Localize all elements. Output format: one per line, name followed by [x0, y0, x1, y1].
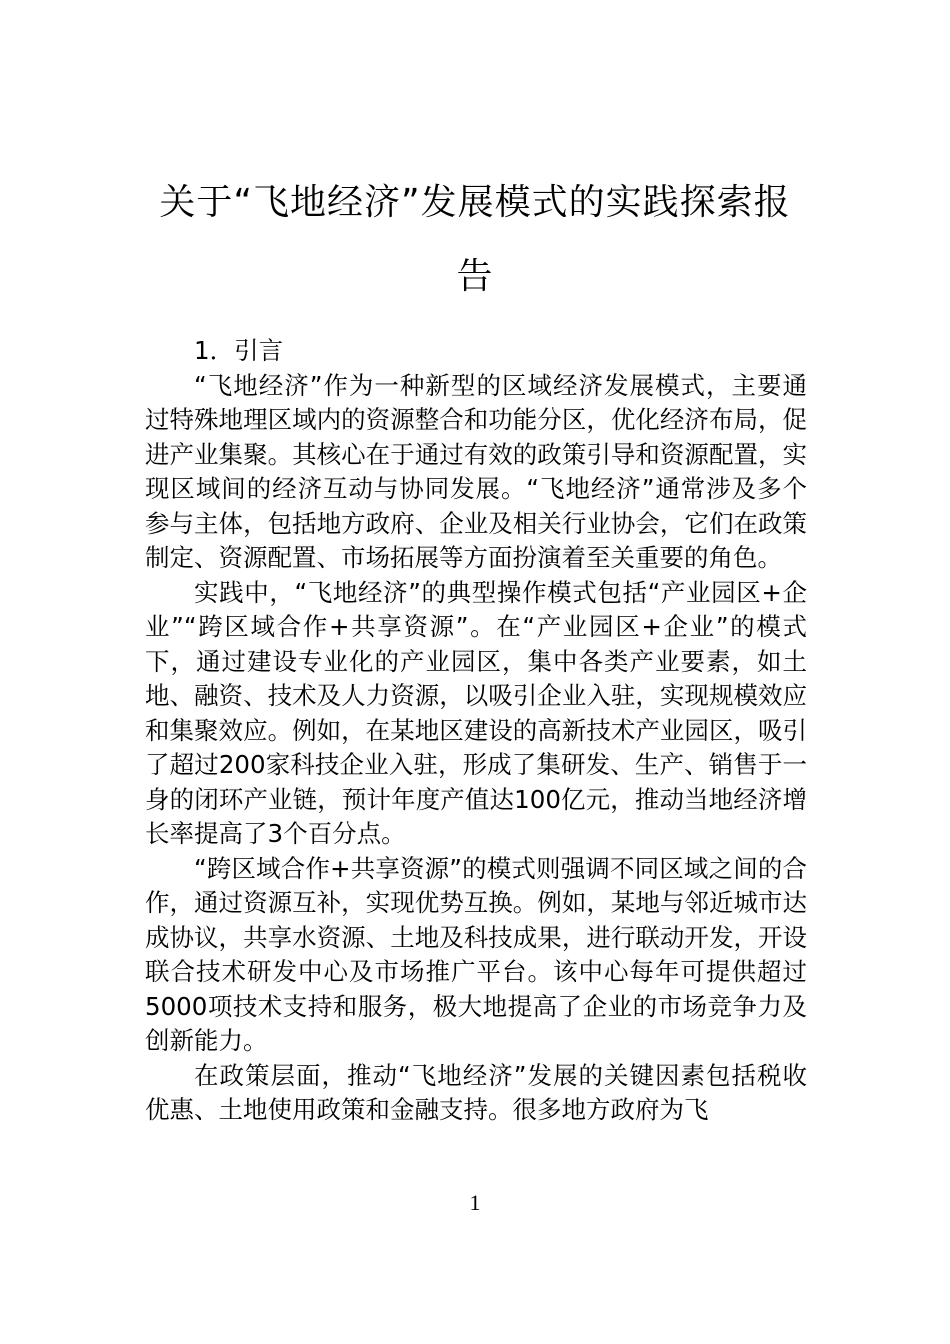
paragraph: “跨区域合作+共享资源”的模式则强调不同区域之间的合作，通过资源互补，实现优势互换。例如，某地与邻近城市达成协议，共享水资源、土地及科技成果，进行联动开发，开设联合技术研发中心及市场推广平台。该中心每年可提供超过5000项技术支持和服务，极大地提高了企业的市场竞争力及创新能力。 — [145, 853, 807, 1055]
section-heading: 1．引言 — [194, 336, 284, 365]
paragraph: 实践中，“飞地经济”的典型操作模式包括“产业园区+企业”“跨区域合作+共享资源”。在“产业园区+企业”的模式下，通过建设专业化的产业园区，集中各类产业要素，如土地、融资、技术及人力资源，以吸引企业入驻，实现规模效应和集聚效应。例如，在某地区建设的高新技术产业园区，吸引了超过200家科技企业入驻，形成了集研发、生产、销售于一身的闭环产业链，预计年度产值达100亿元，推动当地经济增长率提高了3个百分点。 — [145, 577, 807, 848]
paragraph: “飞地经济”作为一种新型的区域经济发展模式，主要通过特殊地理区域内的资源整合和功能分区，优化经济布局，促进产业集聚。其核心在于通过有效的政策引导和资源配置，实现区域间的经济互动与协同发展。“飞地经济”通常涉及多个参与主体，包括地方政府、企业及相关行业协会，它们在政策制定、资源配置、市场拓展等方面扮演着至关重要的角色。 — [145, 370, 807, 572]
paragraph: 在政策层面，推动“飞地经济”发展的关键因素包括税收优惠、土地使用政策和金融支持。很多地方政府为飞 — [145, 1060, 807, 1124]
document-body — [145, 334, 807, 1128]
page-number: 1 — [469, 1190, 481, 1215]
document-title: 关于“飞地经济”发展模式的实践探索报告 — [159, 182, 791, 297]
